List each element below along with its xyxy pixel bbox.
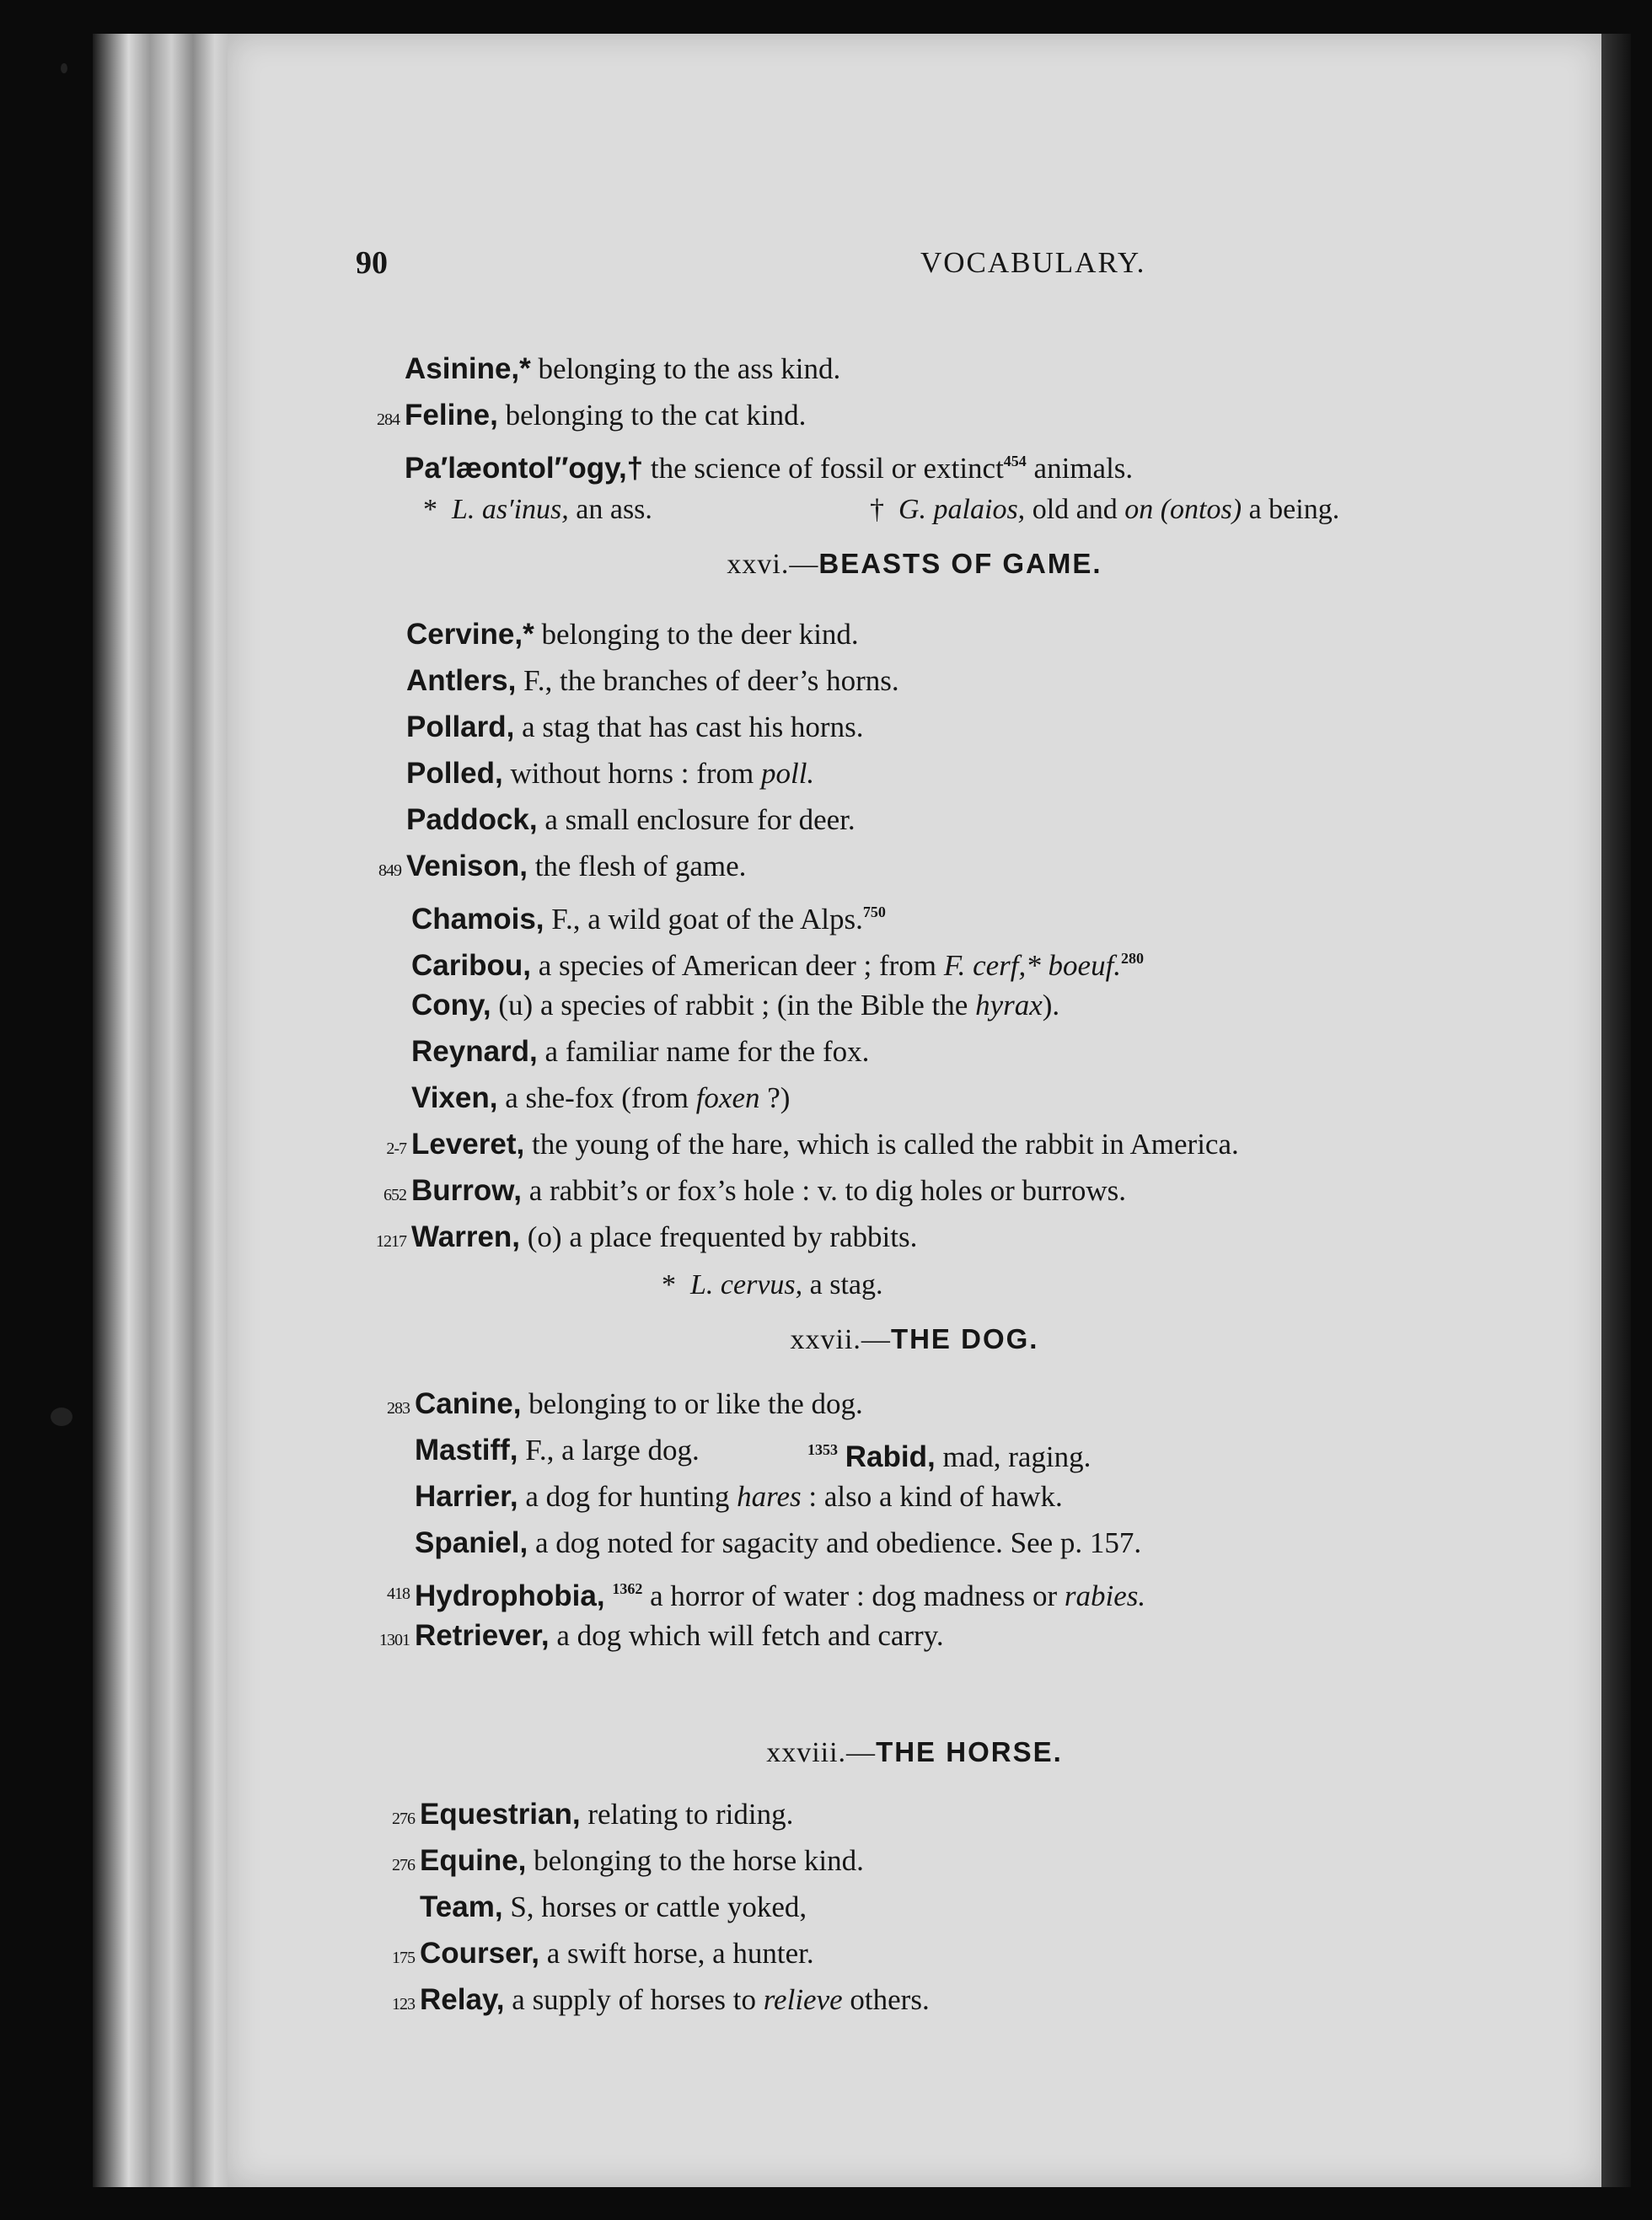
italic-term: rabies. (1064, 1579, 1146, 1612)
reference-number: 1217 (376, 1232, 406, 1251)
definition: a species of American deer ; from (530, 949, 944, 982)
footnote-etymon: on (1124, 494, 1154, 525)
headword: Paddock, (406, 803, 538, 836)
reference-number: 284 (377, 410, 400, 429)
headword: Pa′læontol″ogy,† (405, 452, 644, 485)
definition: a dog noted for sagacity and obedience. See p. 157. (528, 1526, 1142, 1559)
definition-cont: animals. (1026, 452, 1134, 485)
definition: belonging to or like the dog. (521, 1387, 863, 1420)
footnote-etymon: G. palaios, (898, 494, 1026, 525)
entry-mastiff (228, 1427, 1601, 1473)
definition: without horns : from (502, 757, 761, 790)
italic-term: poll. (760, 757, 815, 790)
reference-number: 276 (392, 1856, 415, 1874)
section-title: THE DOG. (890, 1323, 1039, 1354)
definition: a rabbit’s or fox’s hole : v. to dig holes or burrows. (521, 1174, 1127, 1207)
reference-number: 175 (392, 1949, 415, 1967)
headword: Relay, (420, 1983, 505, 2016)
page-number: 90 (356, 245, 388, 281)
entry-courser (228, 1930, 1601, 1976)
footnote-text: an ass. (568, 494, 652, 525)
section-heading-the-horse (228, 1736, 1601, 1769)
footnote-etymon: (ontos) (1160, 494, 1242, 525)
footnote-mark: * (662, 1269, 676, 1300)
entry-retriever (228, 1612, 1601, 1659)
definition: F., the branches of deer’s horns. (516, 664, 899, 697)
italic-term: F. cerf,* boeuf. (943, 949, 1122, 982)
entry-spaniel (228, 1520, 1601, 1566)
book-page-edges (93, 34, 236, 2187)
definition-cont: others. (842, 1983, 930, 2016)
definition-cont: : also a kind of hawk. (801, 1480, 1063, 1513)
definition: a dog which will fetch and carry. (549, 1619, 944, 1652)
footnote-row (228, 485, 1601, 535)
headword: Mastiff, (415, 1434, 518, 1467)
entry-burrow (228, 1167, 1601, 1214)
entry-relay (228, 1976, 1601, 2023)
definition-cont: ?) (759, 1081, 791, 1114)
footnote-etymon: L. as′inus, (452, 494, 569, 525)
dust-speck (51, 1408, 72, 1426)
reference-number: 2-7 (386, 1139, 406, 1158)
section-heading-beasts-of-game (228, 548, 1601, 581)
reference-number: 1301 (379, 1631, 410, 1649)
superscript-reference: 750 (862, 904, 886, 920)
reference-number: 123 (392, 1995, 415, 2014)
headword: Reynard, (411, 1035, 538, 1068)
definition-cont: ). (1042, 989, 1060, 1022)
definition: S, horses or cattle yoked, (502, 1890, 807, 1923)
section-numeral: xxvi.— (727, 549, 819, 580)
italic-term: foxen (695, 1081, 760, 1114)
headword: Cervine,* (406, 618, 534, 651)
entry-palaeontology (228, 438, 1601, 485)
footnote-text: a stag. (802, 1269, 883, 1300)
running-head: VOCABULARY. (920, 246, 1146, 279)
section-title: BEASTS OF GAME. (818, 548, 1102, 579)
definition: a she-fox (from (497, 1081, 696, 1114)
the-dog-entries (228, 1381, 1601, 1659)
headword: Burrow, (411, 1174, 522, 1207)
headword: Leveret, (411, 1128, 525, 1161)
headword: Caribou, (411, 949, 531, 982)
entry-equestrian (228, 1791, 1601, 1837)
entry-warren (228, 1214, 1601, 1260)
definition: a supply of horses to (504, 1983, 764, 2016)
reference-number: 849 (378, 861, 401, 880)
definition: (o) a place frequented by rabbits. (520, 1220, 918, 1253)
entry-chamois (228, 889, 1601, 936)
entry-antlers (228, 657, 1601, 704)
footnote-mark: * (423, 494, 437, 525)
definition: belonging to the cat kind. (497, 399, 807, 432)
page-header (356, 244, 1451, 295)
headword: Warren, (411, 1220, 521, 1253)
headword: Feline, (405, 399, 498, 432)
definition: (u) a species of rabbit ; (in the Bible the (491, 989, 976, 1022)
definition: a familiar name for the fox. (537, 1035, 870, 1068)
headword: Vixen, (411, 1081, 498, 1114)
entry-asinine (228, 346, 1601, 392)
superscript-reference: 454 (1003, 453, 1027, 469)
definition: F., a wild goat of the Alps. (544, 903, 863, 936)
footnote-etymon: L. cervus, (690, 1269, 803, 1300)
entry-leveret (228, 1121, 1601, 1167)
section-numeral: xxviii.— (766, 1737, 877, 1768)
headword: Venison, (406, 850, 528, 882)
italic-term: relieve (763, 1983, 843, 2016)
italic-term: hyrax (975, 989, 1043, 1022)
headword: Harrier, (415, 1480, 518, 1513)
beasts-of-game-entries (228, 611, 1601, 1311)
entry-cony (228, 982, 1601, 1028)
headword: Canine, (415, 1387, 522, 1420)
definition: a stag that has cast his horns. (514, 711, 864, 743)
superscript-reference: 1362 (612, 1580, 643, 1597)
definition: a dog for hunting (518, 1480, 738, 1513)
definition: a horror of water : dog madness or (642, 1579, 1065, 1612)
footnote-text: old and (1025, 494, 1125, 525)
entry-hydrophobia (228, 1566, 1601, 1612)
intro-entries (228, 346, 1601, 535)
entry-feline (228, 392, 1601, 438)
headword: Antlers, (406, 664, 517, 697)
book-page (228, 34, 1601, 2187)
headword: Team, (420, 1890, 503, 1923)
headword: Rabid, (845, 1440, 936, 1473)
entry-team (228, 1884, 1601, 1930)
headword: Courser, (420, 1937, 539, 1970)
entry-harrier (228, 1473, 1601, 1520)
definition: belonging to the deer kind. (534, 618, 859, 651)
entry-venison (228, 843, 1601, 889)
section-title: THE HORSE. (876, 1736, 1063, 1767)
headword: Retriever, (415, 1619, 550, 1652)
entry-reynard (228, 1028, 1601, 1075)
definition: relating to riding. (580, 1798, 794, 1831)
entry-cervine (228, 611, 1601, 657)
entry-canine (228, 1381, 1601, 1427)
superscript-reference: 280 (1121, 950, 1145, 967)
entry-equine (228, 1837, 1601, 1884)
entry-polled (228, 750, 1601, 796)
definition: F., a large dog. (518, 1434, 700, 1467)
headword: Pollard, (406, 711, 515, 743)
headword: Equine, (420, 1844, 527, 1877)
footnote-text: a being. (1242, 494, 1340, 525)
section-numeral: xxvii.— (790, 1324, 891, 1355)
section-heading-the-dog (228, 1323, 1601, 1356)
entry-vixen (228, 1075, 1601, 1121)
headword: Asinine,* (405, 352, 531, 385)
definition: the science of fossil or extinct (643, 452, 1004, 485)
headword: Chamois, (411, 903, 544, 936)
definition: the young of the hare, which is called the rabbit in America. (524, 1128, 1239, 1161)
footnote-row (228, 1260, 1601, 1311)
entry-paddock (228, 796, 1601, 843)
italic-term: hares (737, 1480, 802, 1513)
headword: Polled, (406, 757, 503, 790)
definition: belonging to the horse kind. (526, 1844, 864, 1877)
definition: a swift horse, a hunter. (539, 1937, 814, 1970)
entry-pollard (228, 704, 1601, 750)
the-horse-entries (228, 1791, 1601, 2023)
definition: a small enclosure for deer. (537, 803, 856, 836)
reference-number: 283 (387, 1399, 410, 1418)
reference-number: 418 (387, 1585, 410, 1603)
reference-number: 276 (392, 1810, 415, 1828)
headword: Hydrophobia, (415, 1579, 605, 1612)
headword: Cony, (411, 989, 491, 1022)
footnote-mark: † (870, 494, 884, 525)
book-spine-shadow (1597, 34, 1631, 2187)
reference-number: 652 (384, 1186, 406, 1204)
definition: the flesh of game. (527, 850, 747, 882)
headword: Spaniel, (415, 1526, 528, 1559)
reference-number: 1353 (807, 1441, 838, 1458)
definition: mad, raging. (935, 1440, 1092, 1473)
definition: belonging to the ass kind. (530, 352, 841, 385)
entry-caribou (228, 936, 1601, 982)
headword: Equestrian, (420, 1798, 581, 1831)
dust-speck (61, 63, 67, 73)
